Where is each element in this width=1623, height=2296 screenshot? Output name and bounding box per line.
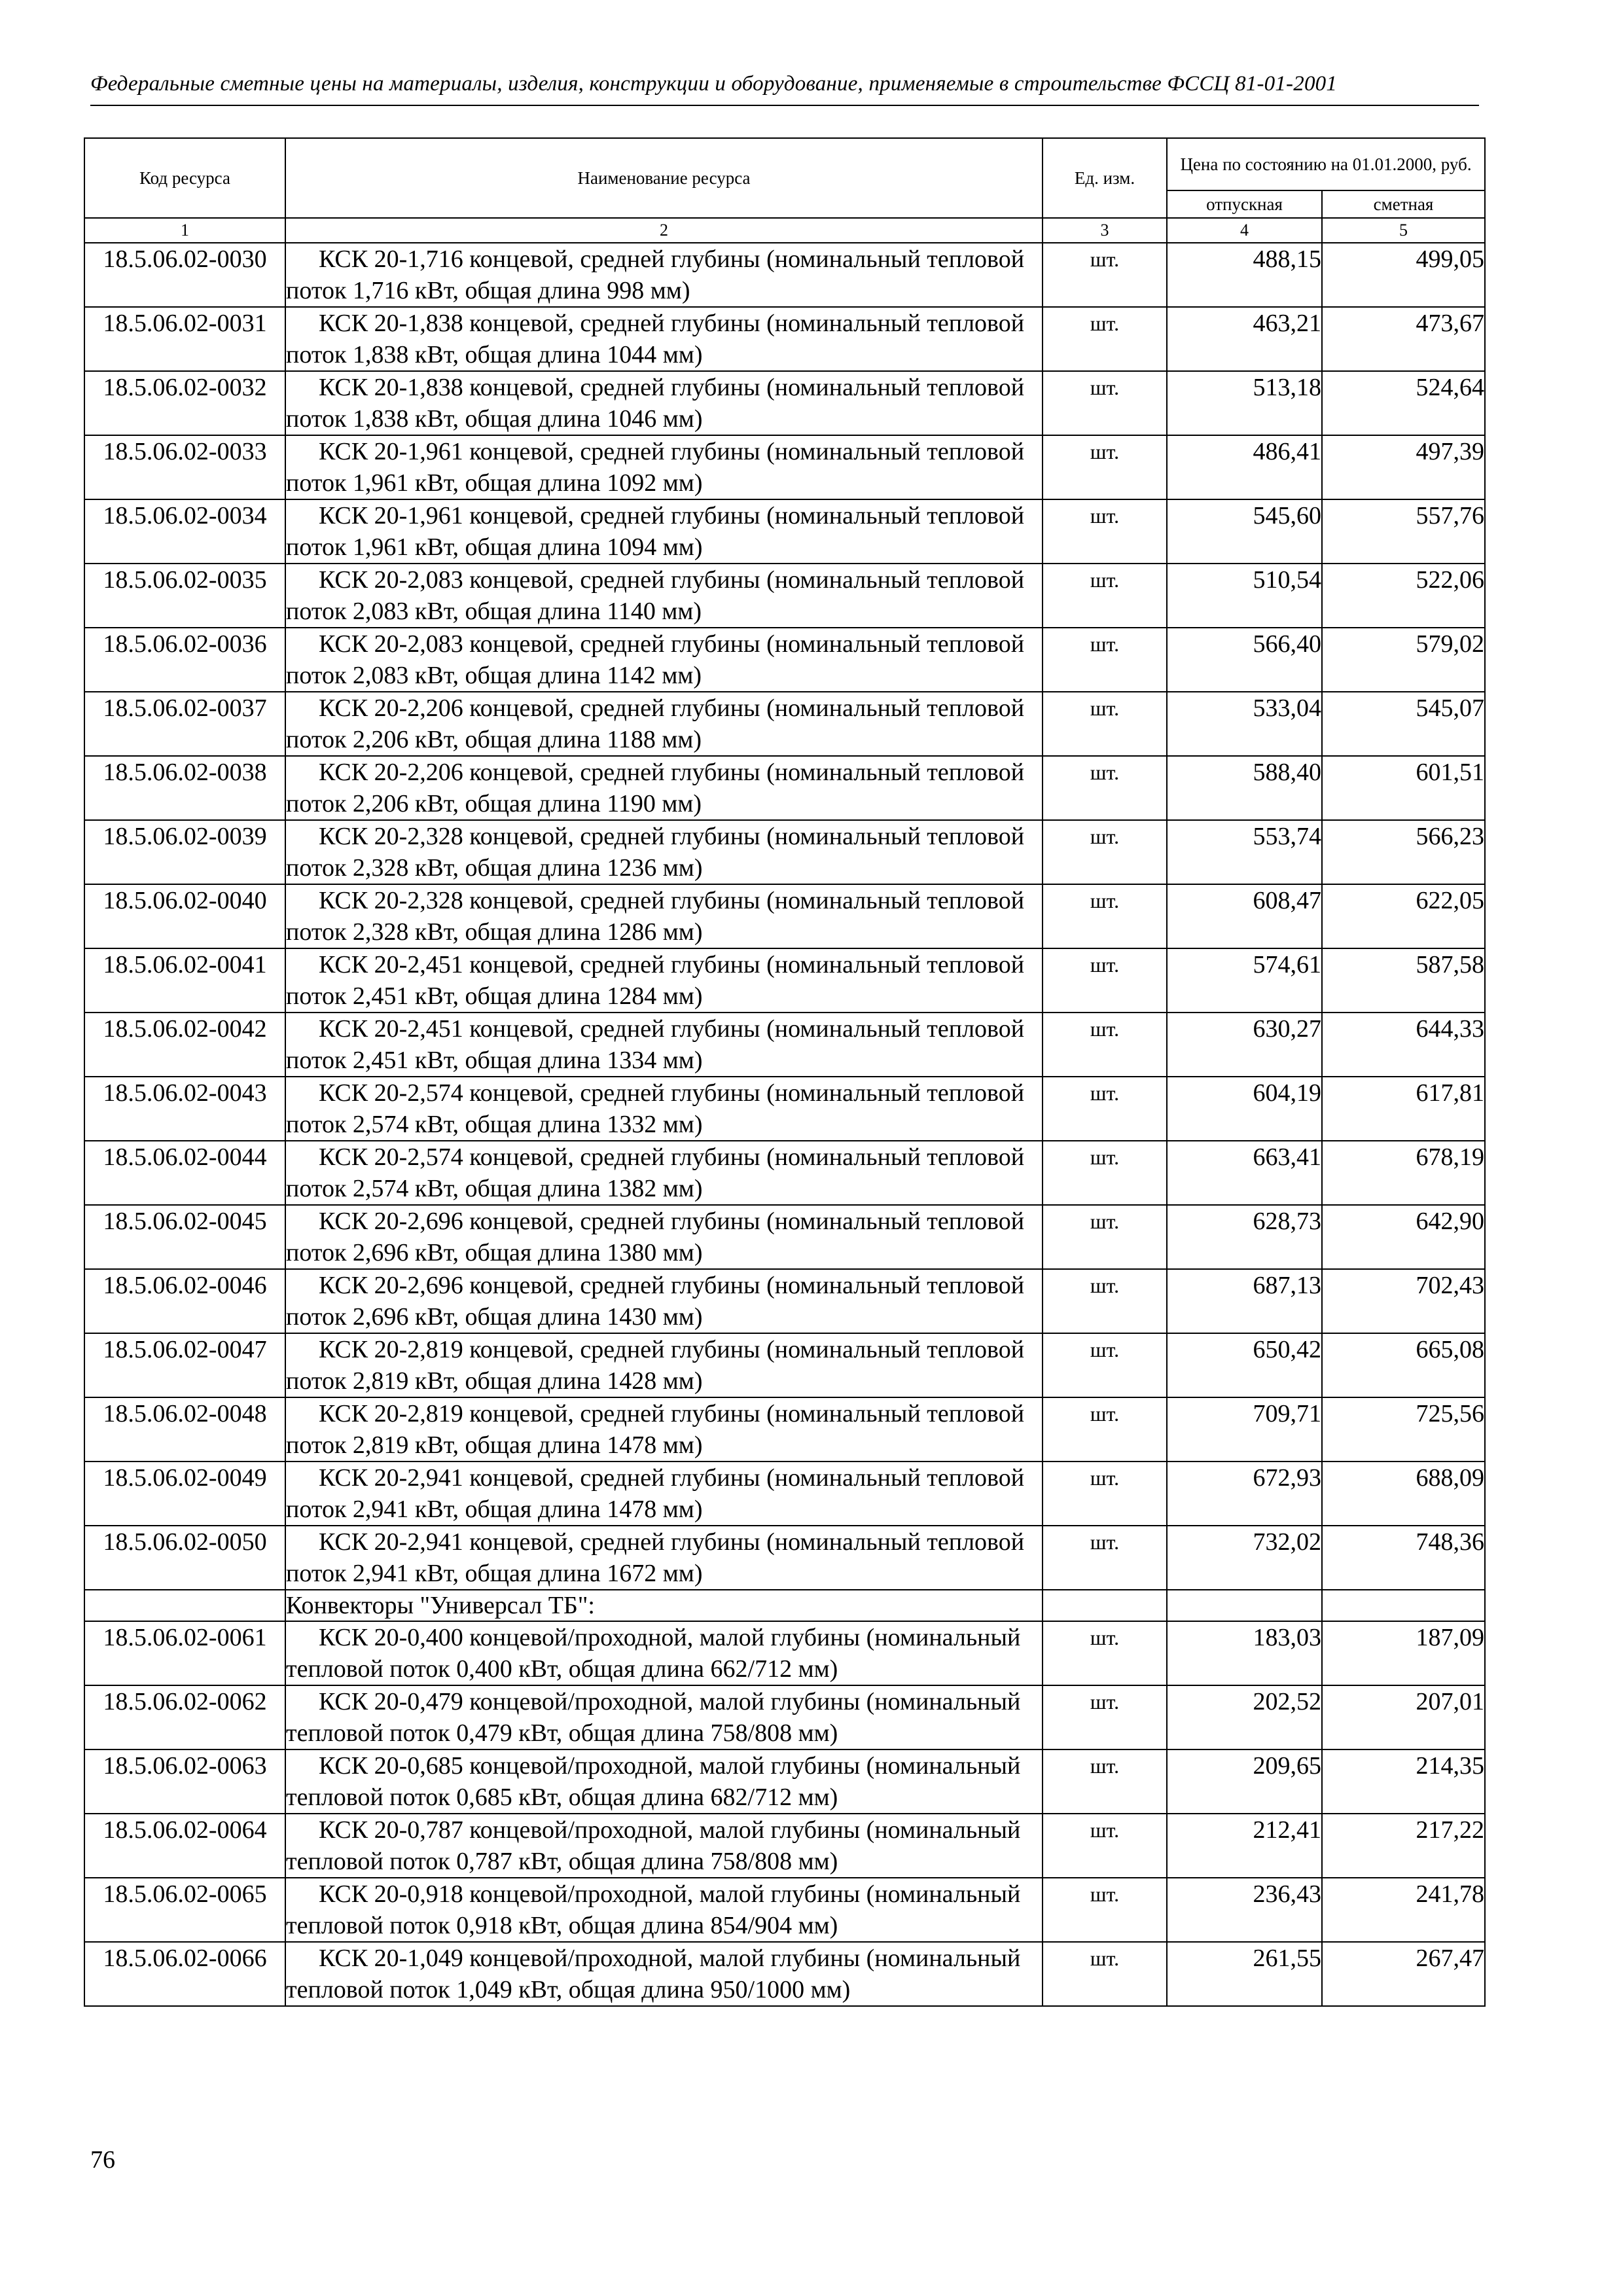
unit: шт. [1043, 307, 1167, 371]
resource-name [285, 628, 1043, 692]
price-estimate: 622,05 [1322, 884, 1485, 948]
price-estimate: 601,51 [1322, 756, 1485, 820]
resource-name-text: КСК 20-2,574 концевой, средней глубины (номинальный тепловой поток 2,574 кВт, общая длина 1332 мм) [286, 1079, 1025, 1138]
running-header: Федеральные сметные цены на материалы, изделия, конструкции и оборудование, применяемые в строительстве ФССЦ 81-01-2001 [90, 72, 1338, 96]
price-release: 566,40 [1167, 628, 1322, 692]
resource-code: 18.5.06.02-0043 [84, 1077, 285, 1141]
group-title: Конвекторы "Универсал ТБ": [285, 1590, 1043, 1621]
resource-name [285, 1526, 1043, 1590]
price-estimate: 688,09 [1322, 1462, 1485, 1526]
resource-name [285, 1749, 1043, 1814]
price-estimate: 207,01 [1322, 1685, 1485, 1749]
table-row [84, 1942, 1485, 2006]
resource-code: 18.5.06.02-0037 [84, 692, 285, 756]
resource-code: 18.5.06.02-0062 [84, 1685, 285, 1749]
group-header-estimate-cell [1322, 1590, 1485, 1621]
price-estimate: 617,81 [1322, 1077, 1485, 1141]
table-row [84, 307, 1485, 371]
table-row [84, 820, 1485, 884]
price-release: 212,41 [1167, 1814, 1322, 1878]
price-estimate: 499,05 [1322, 243, 1485, 307]
resource-name [285, 435, 1043, 499]
table-row [84, 756, 1485, 820]
price-estimate: 267,47 [1322, 1942, 1485, 2006]
price-estimate: 524,64 [1322, 371, 1485, 435]
price-estimate: 473,67 [1322, 307, 1485, 371]
unit: шт. [1043, 1077, 1167, 1141]
resource-name-text: КСК 20-2,696 концевой, средней глубины (номинальный тепловой поток 2,696 кВт, общая длина 1380 мм) [286, 1208, 1025, 1266]
resource-code: 18.5.06.02-0050 [84, 1526, 285, 1590]
resource-name [285, 1333, 1043, 1397]
resource-name [285, 1621, 1043, 1685]
unit: шт. [1043, 243, 1167, 307]
price-release: 672,93 [1167, 1462, 1322, 1526]
price-estimate: 497,39 [1322, 435, 1485, 499]
resource-name [285, 1397, 1043, 1462]
price-release: 687,13 [1167, 1269, 1322, 1333]
group-header-release-cell [1167, 1590, 1322, 1621]
unit: шт. [1043, 1333, 1167, 1397]
table-body-part1 [84, 243, 1485, 1590]
column-number: 4 [1167, 218, 1322, 243]
resource-code: 18.5.06.02-0033 [84, 435, 285, 499]
resource-code: 18.5.06.02-0034 [84, 499, 285, 564]
resource-name [285, 1685, 1043, 1749]
table-row [84, 435, 1485, 499]
table-row [84, 1077, 1485, 1141]
resource-name-text: КСК 20-2,819 концевой, средней глубины (номинальный тепловой поток 2,819 кВт, общая длина 1428 мм) [286, 1336, 1025, 1395]
unit: шт. [1043, 1942, 1167, 2006]
unit: шт. [1043, 1526, 1167, 1590]
price-release: 513,18 [1167, 371, 1322, 435]
resource-name-text: КСК 20-1,961 концевой, средней глубины (номинальный тепловой поток 1,961 кВт, общая длина 1092 мм) [286, 438, 1025, 497]
resource-name-text: КСК 20-2,083 концевой, средней глубины (номинальный тепловой поток 2,083 кВт, общая длина 1142 мм) [286, 630, 1025, 689]
table-row [84, 1685, 1485, 1749]
table-row [84, 1333, 1485, 1397]
resource-name-text: КСК 20-2,328 концевой, средней глубины (номинальный тепловой поток 2,328 кВт, общая длина 1286 мм) [286, 887, 1025, 946]
table-row [84, 1397, 1485, 1462]
group-header-unit-cell [1043, 1590, 1167, 1621]
resource-code: 18.5.06.02-0048 [84, 1397, 285, 1462]
table-row [84, 1013, 1485, 1077]
resource-name [285, 1878, 1043, 1942]
unit: шт. [1043, 1685, 1167, 1749]
price-release: 709,71 [1167, 1397, 1322, 1462]
header-unit: Ед. изм. [1043, 138, 1167, 218]
resource-code: 18.5.06.02-0045 [84, 1205, 285, 1269]
resource-name-text: КСК 20-2,941 концевой, средней глубины (номинальный тепловой поток 2,941 кВт, общая длина 1478 мм) [286, 1464, 1025, 1523]
price-estimate: 214,35 [1322, 1749, 1485, 1814]
unit: шт. [1043, 1814, 1167, 1878]
price-estimate: 217,22 [1322, 1814, 1485, 1878]
price-estimate: 566,23 [1322, 820, 1485, 884]
price-release: 630,27 [1167, 1013, 1322, 1077]
price-release: 628,73 [1167, 1205, 1322, 1269]
unit: шт. [1043, 371, 1167, 435]
resource-name [285, 1814, 1043, 1878]
price-estimate: 522,06 [1322, 564, 1485, 628]
header-price-estimate: сметная [1322, 190, 1485, 218]
resource-code: 18.5.06.02-0064 [84, 1814, 285, 1878]
unit: шт. [1043, 1397, 1167, 1462]
resource-code: 18.5.06.02-0040 [84, 884, 285, 948]
column-number: 5 [1322, 218, 1485, 243]
price-release: 261,55 [1167, 1942, 1322, 2006]
resource-name-text: КСК 20-2,574 концевой, средней глубины (номинальный тепловой поток 2,574 кВт, общая длина 1382 мм) [286, 1143, 1025, 1202]
resource-code: 18.5.06.02-0061 [84, 1621, 285, 1685]
resource-name-text: КСК 20-2,083 концевой, средней глубины (номинальный тепловой поток 2,083 кВт, общая длина 1140 мм) [286, 566, 1025, 625]
table-row [84, 1205, 1485, 1269]
resource-name-text: КСК 20-1,838 концевой, средней глубины (номинальный тепловой поток 1,838 кВт, общая длина 1046 мм) [286, 374, 1025, 433]
resource-code: 18.5.06.02-0031 [84, 307, 285, 371]
table-row [84, 628, 1485, 692]
resource-name-text: КСК 20-2,696 концевой, средней глубины (номинальный тепловой поток 2,696 кВт, общая длина 1430 мм) [286, 1272, 1025, 1331]
price-estimate: 725,56 [1322, 1397, 1485, 1462]
unit: шт. [1043, 1269, 1167, 1333]
resource-name [285, 1077, 1043, 1141]
resource-name-text: КСК 20-2,451 концевой, средней глубины (номинальный тепловой поток 2,451 кВт, общая длина 1334 мм) [286, 1015, 1025, 1074]
resource-code: 18.5.06.02-0046 [84, 1269, 285, 1333]
resource-name-text: КСК 20-1,049 концевой/проходной, малой глубины (номинальный тепловой поток 1,049 кВт, общая длина 950/1000 мм) [286, 1945, 1021, 2003]
resource-code: 18.5.06.02-0047 [84, 1333, 285, 1397]
price-release: 183,03 [1167, 1621, 1322, 1685]
resource-code: 18.5.06.02-0038 [84, 756, 285, 820]
resource-code: 18.5.06.02-0039 [84, 820, 285, 884]
resource-code: 18.5.06.02-0065 [84, 1878, 285, 1942]
resource-code: 18.5.06.02-0041 [84, 948, 285, 1013]
resource-name-text: КСК 20-2,206 концевой, средней глубины (номинальный тепловой поток 2,206 кВт, общая длина 1190 мм) [286, 759, 1025, 817]
resource-name-text: КСК 20-1,838 концевой, средней глубины (номинальный тепловой поток 1,838 кВт, общая длина 1044 мм) [286, 310, 1025, 368]
price-release: 486,41 [1167, 435, 1322, 499]
price-release: 463,21 [1167, 307, 1322, 371]
price-release: 574,61 [1167, 948, 1322, 1013]
group-header-body [84, 1590, 1485, 1621]
resource-name [285, 1205, 1043, 1269]
resource-name [285, 756, 1043, 820]
unit: шт. [1043, 1878, 1167, 1942]
unit: шт. [1043, 435, 1167, 499]
resource-name-text: КСК 20-2,819 концевой, средней глубины (номинальный тепловой поток 2,819 кВт, общая длина 1478 мм) [286, 1400, 1025, 1459]
resource-name [285, 499, 1043, 564]
resource-code: 18.5.06.02-0063 [84, 1749, 285, 1814]
header-rule [90, 105, 1479, 106]
unit: шт. [1043, 1621, 1167, 1685]
table-row [84, 948, 1485, 1013]
table-row [84, 1749, 1485, 1814]
resource-code: 18.5.06.02-0044 [84, 1141, 285, 1205]
table-row [84, 1462, 1485, 1526]
group-header-row [84, 1590, 1485, 1621]
price-estimate: 557,76 [1322, 499, 1485, 564]
table-body-part2 [84, 1621, 1485, 2006]
price-release: 604,19 [1167, 1077, 1322, 1141]
resource-name-text: КСК 20-0,400 концевой/проходной, малой глубины (номинальный тепловой поток 0,400 кВт, общая длина 662/712 мм) [286, 1624, 1021, 1683]
resource-name-text: КСК 20-1,961 концевой, средней глубины (номинальный тепловой поток 1,961 кВт, общая длина 1094 мм) [286, 502, 1025, 561]
header-price-release: отпускная [1167, 190, 1322, 218]
resource-name-text: КСК 20-0,787 концевой/проходной, малой глубины (номинальный тепловой поток 0,787 кВт, общая длина 758/808 мм) [286, 1816, 1021, 1875]
price-release: 650,42 [1167, 1333, 1322, 1397]
resource-code: 18.5.06.02-0032 [84, 371, 285, 435]
column-number: 1 [84, 218, 285, 243]
resource-name-text: КСК 20-0,479 концевой/проходной, малой глубины (номинальный тепловой поток 0,479 кВт, общая длина 758/808 мм) [286, 1688, 1021, 1747]
price-release: 533,04 [1167, 692, 1322, 756]
resource-code: 18.5.06.02-0030 [84, 243, 285, 307]
resource-code: 18.5.06.02-0036 [84, 628, 285, 692]
resource-code: 18.5.06.02-0066 [84, 1942, 285, 2006]
table-row [84, 499, 1485, 564]
price-release: 663,41 [1167, 1141, 1322, 1205]
page-number: 76 [90, 2146, 115, 2174]
table-row [84, 1526, 1485, 1590]
header-code: Код ресурса [84, 138, 285, 218]
group-header-code-cell [84, 1590, 285, 1621]
unit: шт. [1043, 564, 1167, 628]
table-row [84, 1621, 1485, 1685]
price-release: 553,74 [1167, 820, 1322, 884]
resource-name-text: КСК 20-1,716 концевой, средней глубины (номинальный тепловой поток 1,716 кВт, общая длина 998 мм) [286, 245, 1025, 304]
price-estimate: 187,09 [1322, 1621, 1485, 1685]
unit: шт. [1043, 692, 1167, 756]
table-row [84, 371, 1485, 435]
price-estimate: 748,36 [1322, 1526, 1485, 1590]
price-release: 608,47 [1167, 884, 1322, 948]
resource-name [285, 820, 1043, 884]
resource-name-text: КСК 20-2,328 концевой, средней глубины (номинальный тепловой поток 2,328 кВт, общая длина 1236 мм) [286, 823, 1025, 882]
price-estimate: 642,90 [1322, 1205, 1485, 1269]
header-name: Наименование ресурса [285, 138, 1043, 218]
unit: шт. [1043, 628, 1167, 692]
resource-code: 18.5.06.02-0042 [84, 1013, 285, 1077]
resource-name-text: КСК 20-2,206 концевой, средней глубины (номинальный тепловой поток 2,206 кВт, общая длина 1188 мм) [286, 694, 1025, 753]
resource-name [285, 1942, 1043, 2006]
table-row [84, 884, 1485, 948]
unit: шт. [1043, 1462, 1167, 1526]
table-row [84, 1814, 1485, 1878]
resource-name [285, 307, 1043, 371]
unit: шт. [1043, 820, 1167, 884]
unit: шт. [1043, 1141, 1167, 1205]
column-number: 3 [1043, 218, 1167, 243]
price-release: 209,65 [1167, 1749, 1322, 1814]
price-estimate: 644,33 [1322, 1013, 1485, 1077]
header-price-title: Цена по состоянию на 01.01.2000, руб. [1167, 138, 1485, 190]
resource-name [285, 1013, 1043, 1077]
price-release: 732,02 [1167, 1526, 1322, 1590]
table-row [84, 564, 1485, 628]
price-release: 202,52 [1167, 1685, 1322, 1749]
price-release: 510,54 [1167, 564, 1322, 628]
price-release: 588,40 [1167, 756, 1322, 820]
resource-name [285, 692, 1043, 756]
resource-name [285, 371, 1043, 435]
price-release: 236,43 [1167, 1878, 1322, 1942]
price-estimate: 587,58 [1322, 948, 1485, 1013]
resource-code: 18.5.06.02-0049 [84, 1462, 285, 1526]
unit: шт. [1043, 1749, 1167, 1814]
resource-name-text: КСК 20-0,685 концевой/проходной, малой глубины (номинальный тепловой поток 0,685 кВт, общая длина 682/712 мм) [286, 1752, 1021, 1811]
price-table [84, 137, 1486, 2007]
unit: шт. [1043, 756, 1167, 820]
price-release: 545,60 [1167, 499, 1322, 564]
price-estimate: 579,02 [1322, 628, 1485, 692]
resource-name-text: КСК 20-0,918 концевой/проходной, малой глубины (номинальный тепловой поток 0,918 кВт, общая длина 854/904 мм) [286, 1880, 1021, 1939]
unit: шт. [1043, 1013, 1167, 1077]
resource-name [285, 884, 1043, 948]
unit: шт. [1043, 884, 1167, 948]
resource-name [285, 243, 1043, 307]
price-estimate: 702,43 [1322, 1269, 1485, 1333]
resource-name-text: КСК 20-2,941 концевой, средней глубины (номинальный тепловой поток 2,941 кВт, общая длина 1672 мм) [286, 1528, 1025, 1587]
resource-name [285, 1269, 1043, 1333]
resource-name [285, 1141, 1043, 1205]
price-release: 488,15 [1167, 243, 1322, 307]
price-estimate: 678,19 [1322, 1141, 1485, 1205]
unit: шт. [1043, 948, 1167, 1013]
unit: шт. [1043, 1205, 1167, 1269]
resource-name-text: КСК 20-2,451 концевой, средней глубины (номинальный тепловой поток 2,451 кВт, общая длина 1284 мм) [286, 951, 1025, 1010]
table-row [84, 1878, 1485, 1942]
table-row [84, 243, 1485, 307]
table-row [84, 692, 1485, 756]
resource-name [285, 1462, 1043, 1526]
table-row [84, 1141, 1485, 1205]
resource-code: 18.5.06.02-0035 [84, 564, 285, 628]
unit: шт. [1043, 499, 1167, 564]
column-number: 2 [285, 218, 1043, 243]
price-estimate: 241,78 [1322, 1878, 1485, 1942]
table-row [84, 1269, 1485, 1333]
column-number-row [84, 218, 1485, 243]
resource-name [285, 564, 1043, 628]
resource-name [285, 948, 1043, 1013]
price-estimate: 545,07 [1322, 692, 1485, 756]
price-estimate: 665,08 [1322, 1333, 1485, 1397]
